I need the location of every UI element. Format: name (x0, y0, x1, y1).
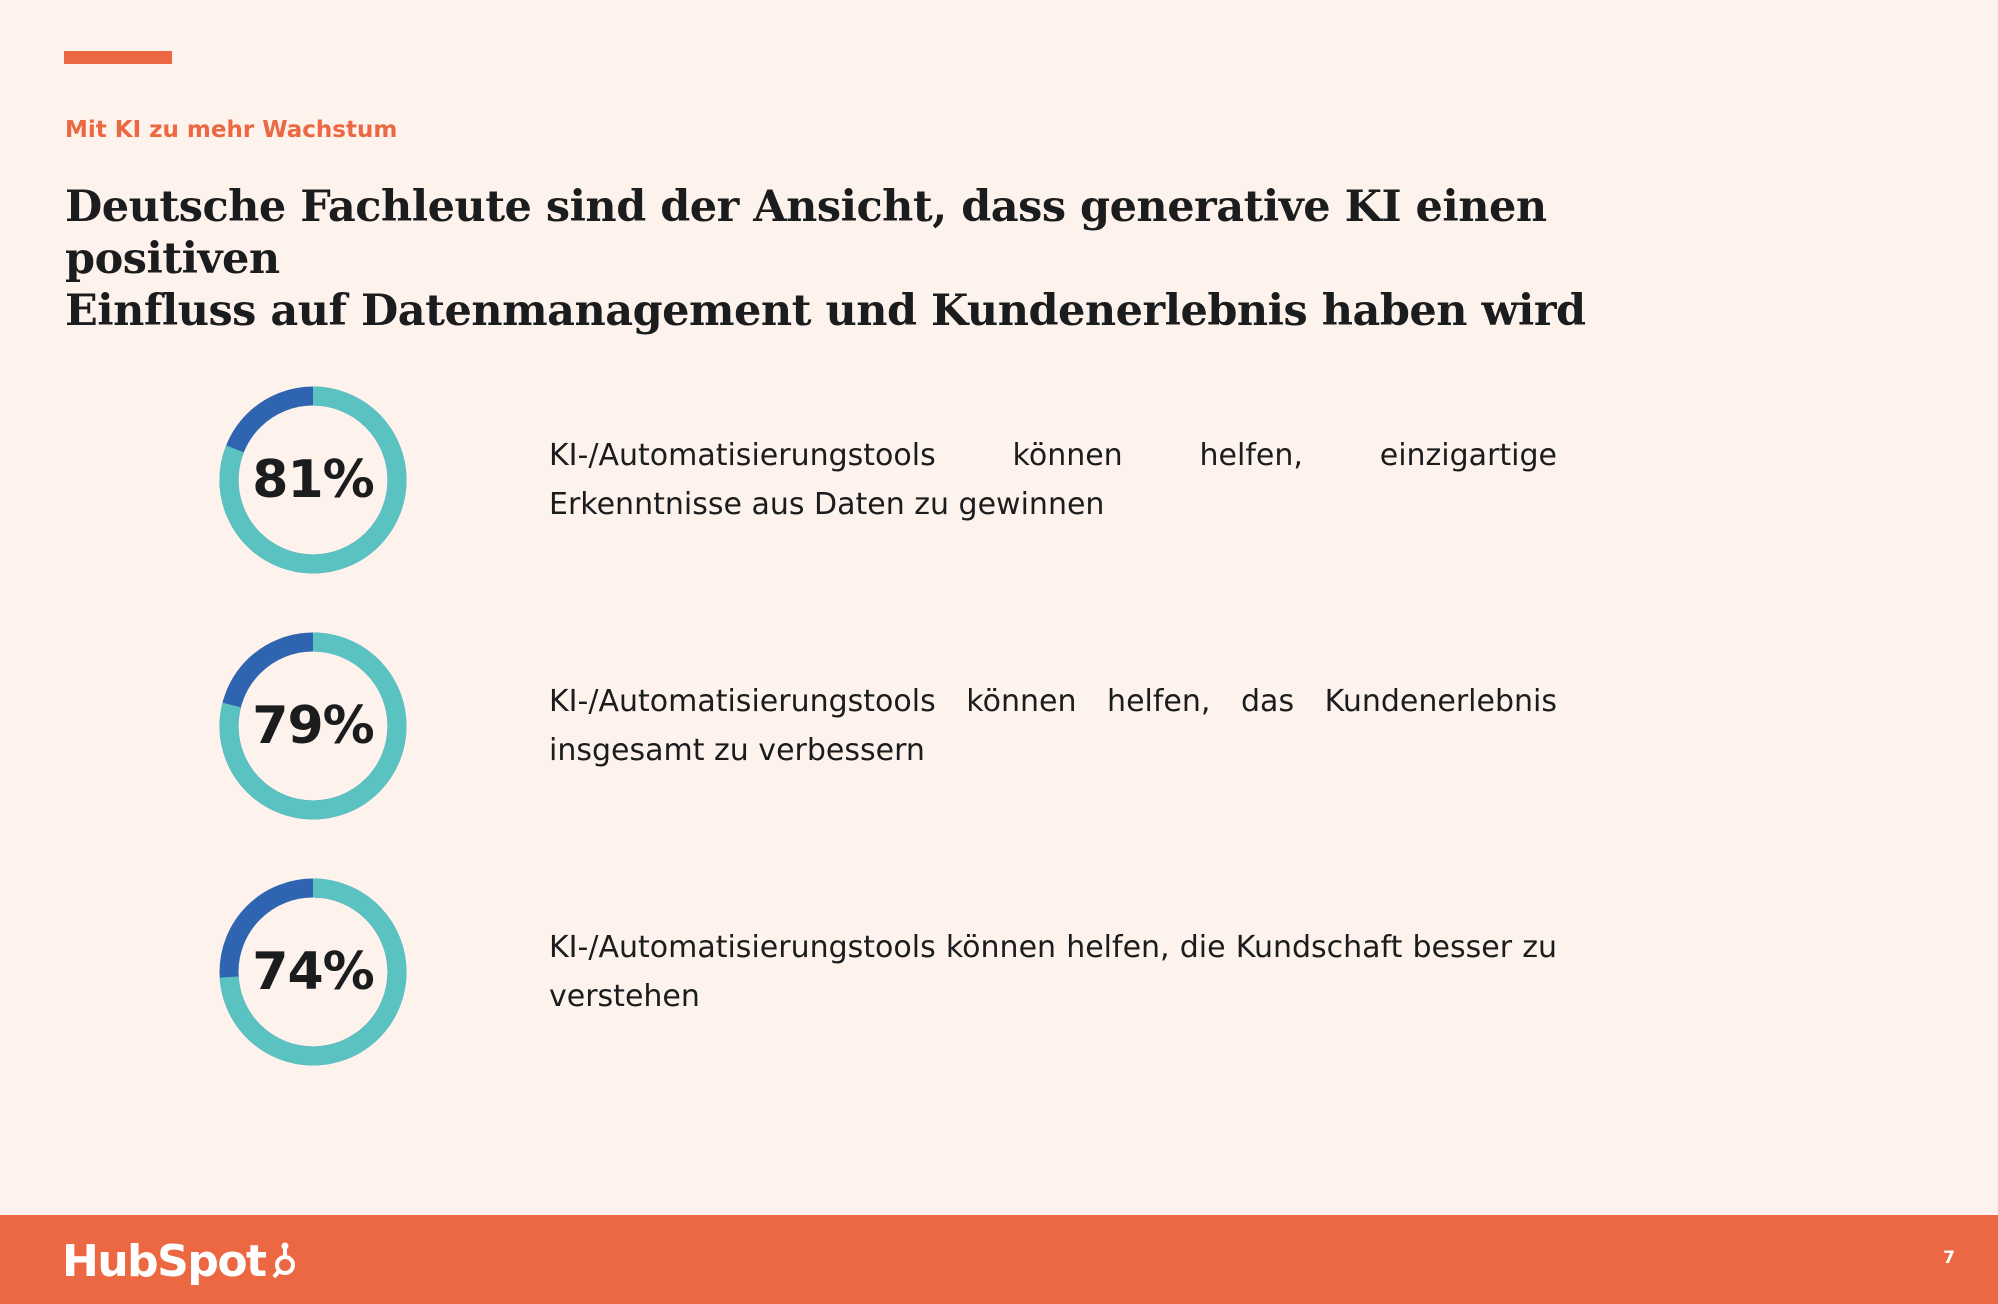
stat-value: 81% (252, 450, 374, 510)
section-eyebrow: Mit KI zu mehr Wachstum (65, 117, 398, 143)
donut-chart (218, 877, 408, 1067)
stat-row (0, 877, 1998, 1067)
headline-line-2: Einfluss auf Datenmanagement und Kundenerlebnis haben wird (65, 286, 1586, 336)
stat-value: 74% (252, 942, 374, 1002)
page-number: 7 (1943, 1248, 1955, 1268)
stat-description: KI-/Automatisierungstools können helfen, einzigartige Erkenntnisse aus Daten zu gewinnen (549, 438, 1557, 522)
stat-row (0, 631, 1998, 821)
headline-line-1: Deutsche Fachleute sind der Ansicht, dass generative KI einen positiven (65, 182, 1547, 284)
stat-description: KI-/Automatisierungstools können helfen, das Kundenerlebnis insgesamt zu verbessern (549, 684, 1557, 768)
logo-text: HubSpot (62, 1235, 266, 1287)
stat-row (0, 385, 1998, 575)
stat-description: KI-/Automatisierungstools können helfen, die Kundschaft besser zu verstehen (549, 930, 1557, 1014)
donut-chart (218, 631, 408, 821)
sprocket-icon (270, 1241, 300, 1281)
footer-bar (0, 1215, 1998, 1304)
donut-chart (218, 385, 408, 575)
hubspot-logo[interactable] (62, 1233, 300, 1289)
stat-value: 79% (252, 696, 374, 756)
